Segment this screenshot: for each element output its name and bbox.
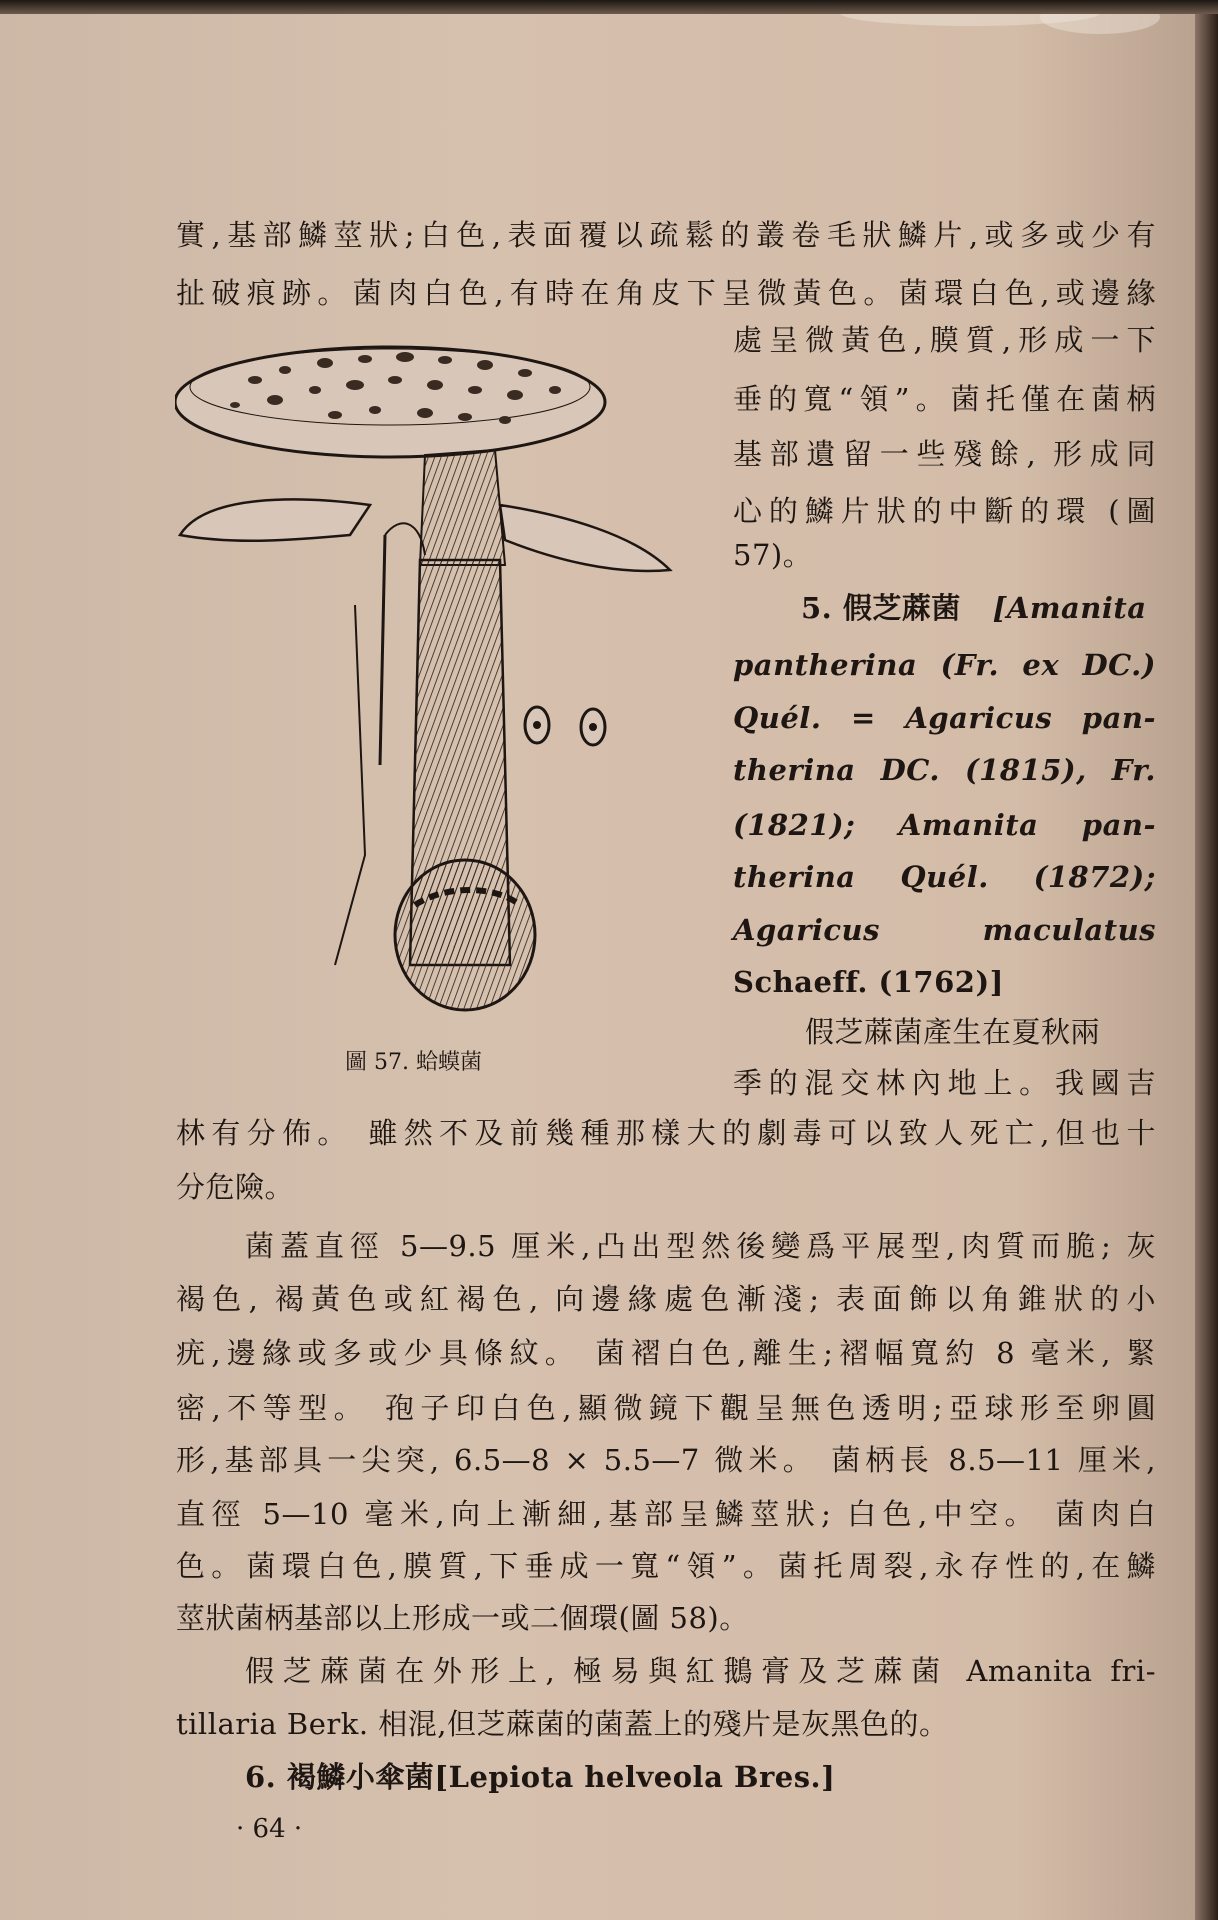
text-line: 褐色, 褐黃色或紅褐色, 向邊緣處色漸淺; 表面飾以角錐狀的小 [176, 1282, 1156, 1316]
species-heading: 5. 假芝蔴菌 [801, 591, 961, 625]
text-line: 分危險。 [176, 1170, 295, 1204]
latin-line: therina DC. (1815), Fr. [733, 753, 1156, 787]
text-line: 實,基部鱗莖狀;白色,表面覆以疏鬆的叢卷毛狀鱗片,或多或少有 [176, 218, 1156, 252]
text-line: 色。菌環白色,膜質,下垂成一寬“領”。菌托周裂,永存性的,在鱗 [176, 1549, 1156, 1583]
page-gutter [1195, 0, 1218, 1920]
text-line: tillaria Berk. 相混,但芝蔴菌的菌蓋上的殘片是灰黑色的。 [176, 1707, 949, 1741]
scan-edge [0, 0, 1218, 14]
text-line: 假芝蔴菌產生在夏秋兩 [805, 1015, 1101, 1049]
text-line: 疣,邊緣或多或少具條紋。 菌褶白色,離生;褶幅寬約 8 毫米, 緊 [176, 1336, 1156, 1370]
latin-name: [Amanita [992, 591, 1147, 625]
text-line: 處呈微黃色,膜質,形成一下 [733, 323, 1156, 357]
text-line: 林有分佈。 雖然不及前幾種那樣大的劇毒可以致人死亡,但也十 [176, 1116, 1156, 1150]
text-line: 季的混交林內地上。我國吉 [733, 1066, 1156, 1100]
page-number: · 64 · [236, 1814, 303, 1844]
text-line: 假芝蔴菌在外形上, 極易與紅鵝膏及芝蔴菌 Amanita fri- [245, 1654, 1156, 1688]
figure-caption: 圖 57. 蛤蟆菌 [345, 1050, 482, 1075]
text-line: 垂的寬“領”。菌托僅在菌柄 [733, 382, 1156, 416]
latin-line: pantherina (Fr. ex DC.) [733, 648, 1156, 682]
text-line: 心的鱗片狀的中斷的環 (圖 [733, 494, 1156, 528]
mushroom-illustration [175, 345, 695, 1035]
text-line: 基部遺留一些殘餘, 形成同 [733, 437, 1156, 471]
latin-line: Agaricus maculatus [733, 913, 1156, 947]
species-heading: 6. 褐鱗小傘菌[Lepiota helveola Bres.] [245, 1760, 836, 1794]
text-line: 密,不等型。 孢子印白色,顯微鏡下觀呈無色透明;亞球形至卵圓 [176, 1391, 1156, 1425]
text-line: 直徑 5—10 毫米,向上漸細,基部呈鱗莖狀; 白色,中空。 菌肉白 [176, 1497, 1156, 1531]
text-line: 菌蓋直徑 5—9.5 厘米,凸出型然後變爲平展型,肉質而脆; 灰 [245, 1229, 1156, 1263]
latin-line: Schaeff. (1762)] [733, 965, 1004, 999]
text-line: 扯破痕跡。菌肉白色,有時在角皮下呈微黃色。菌環白色,或邊緣 [176, 276, 1156, 310]
species-heading-row [733, 588, 1156, 628]
mushroom-drawing [175, 345, 695, 1035]
text-line: 57)。 [733, 538, 813, 572]
text-line: 莖狀菌柄基部以上形成一或二個環(圖 58)。 [176, 1601, 749, 1635]
latin-line: (1821); Amanita pan- [733, 808, 1156, 842]
latin-line: Quél. = Agaricus pan- [733, 701, 1156, 735]
latin-line: therina Quél. (1872); [733, 860, 1156, 894]
text-line: 形,基部具一尖突, 6.5—8 × 5.5—7 微米。 菌柄長 8.5—11 厘米, [176, 1443, 1156, 1477]
